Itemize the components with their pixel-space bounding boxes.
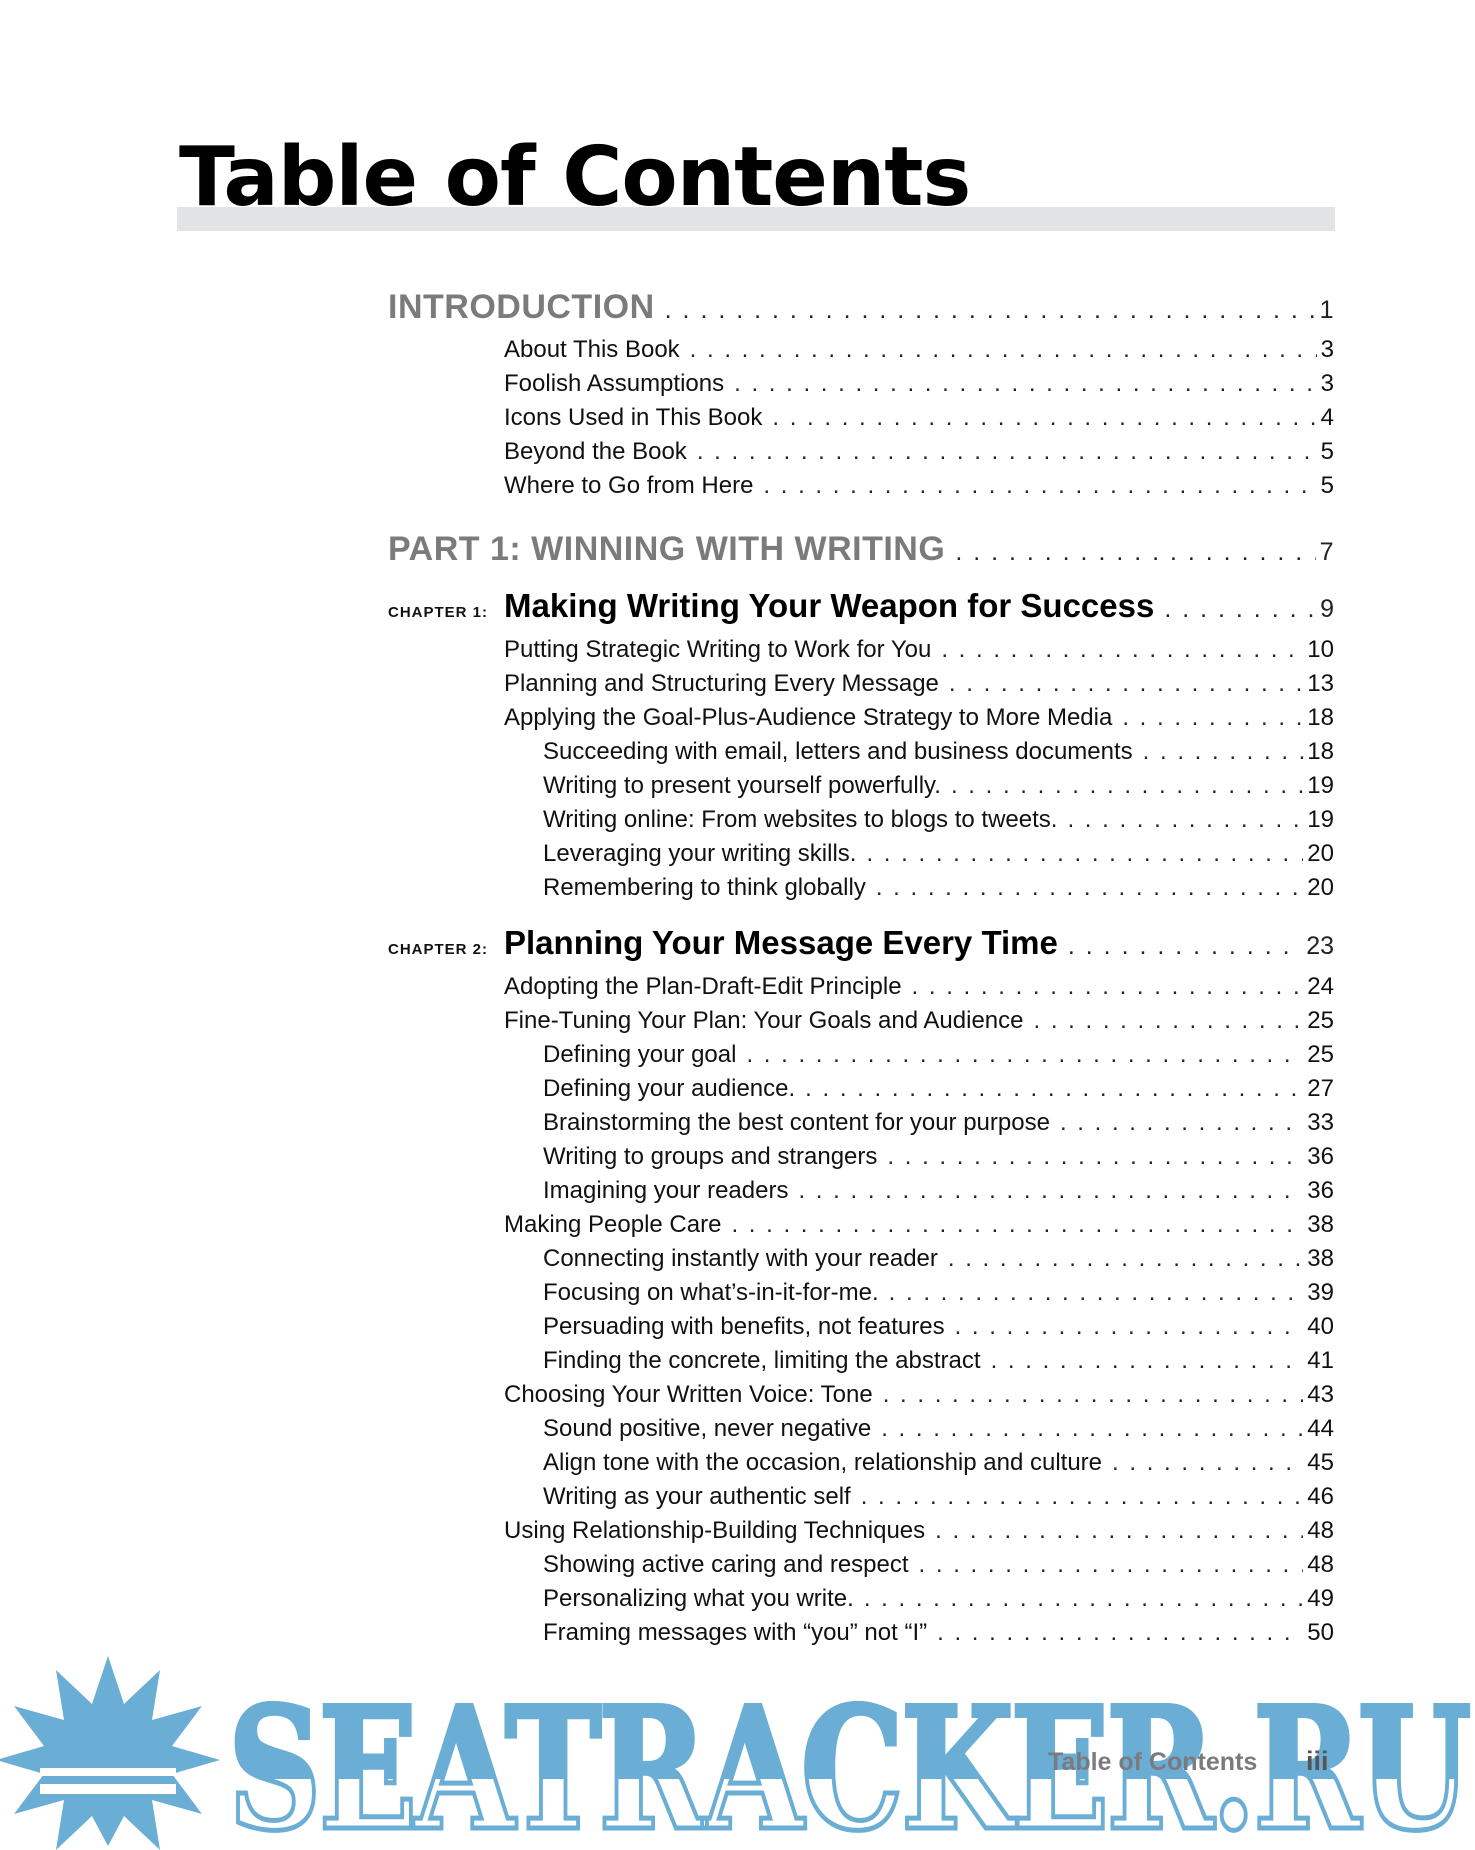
- toc-subitem[interactable]: [543, 738, 1334, 766]
- toc-subitem[interactable]: [543, 1619, 1334, 1647]
- toc-label: Align tone with the occasion, relationship and culture: [543, 1449, 1103, 1476]
- dot-leader: [731, 1211, 1303, 1239]
- toc-page-number: 13: [1307, 670, 1334, 697]
- toc-label: Writing online: From websites to blogs to tweets.: [543, 806, 1058, 833]
- toc-label: PART 1: WINNING WITH WRITING: [388, 530, 946, 568]
- toc-label: Foolish Assumptions: [504, 370, 725, 397]
- dot-leader: [948, 1245, 1303, 1273]
- dot-leader: [876, 874, 1303, 902]
- toc-subitem[interactable]: [543, 1279, 1334, 1307]
- dot-leader: [889, 1279, 1304, 1307]
- toc-label: Making Writing Your Weapon for Success: [504, 587, 1155, 624]
- toc-label: Planning and Structuring Every Message: [504, 670, 939, 697]
- page-title: Table of Contents: [179, 130, 971, 225]
- toc-page-number: 23: [1306, 932, 1334, 960]
- toc-page-number: 18: [1307, 738, 1334, 765]
- dot-leader: [864, 1585, 1303, 1613]
- toc-subitem[interactable]: [543, 1347, 1334, 1375]
- dot-leader: [1122, 704, 1303, 732]
- toc-subitem[interactable]: [543, 1177, 1334, 1205]
- toc-page-number: 48: [1307, 1551, 1334, 1578]
- toc-label: Imagining your readers: [543, 1177, 789, 1204]
- toc-page-number: 5: [1320, 472, 1334, 499]
- toc-label: Defining your goal: [543, 1041, 737, 1068]
- toc-page-number: 39: [1307, 1279, 1334, 1306]
- toc-page-number: 33: [1307, 1109, 1334, 1136]
- dot-leader: [763, 472, 1316, 500]
- toc-label: Icons Used in This Book: [504, 404, 763, 431]
- toc-subitem[interactable]: [543, 1245, 1334, 1273]
- dot-leader: [887, 1143, 1303, 1171]
- toc-page-number: 48: [1307, 1517, 1334, 1544]
- toc-label: Using Relationship-Building Techniques: [504, 1517, 926, 1544]
- dot-leader: [881, 1415, 1303, 1443]
- dot-leader: [1164, 595, 1316, 624]
- toc-page-number: 36: [1307, 1143, 1334, 1170]
- toc-page-number: 38: [1307, 1211, 1334, 1238]
- toc-item[interactable]: [504, 704, 1334, 732]
- toc-label: Writing to groups and strangers: [543, 1143, 878, 1170]
- dot-leader: [690, 336, 1317, 364]
- chapter-2-tag: CHAPTER 2:: [388, 941, 489, 958]
- toc-label: Sound positive, never negative: [543, 1415, 872, 1442]
- dot-leader: [861, 1483, 1304, 1511]
- dot-leader: [941, 636, 1303, 664]
- toc-label: Remembering to think globally: [543, 874, 866, 901]
- toc-subitem[interactable]: [543, 1041, 1334, 1069]
- toc-label: Beyond the Book: [504, 438, 687, 465]
- toc-subitem[interactable]: [543, 1415, 1334, 1443]
- toc-page-number: 27: [1307, 1075, 1334, 1102]
- dot-leader: [919, 1551, 1304, 1579]
- dot-leader: [955, 538, 1315, 567]
- toc-item[interactable]: [504, 472, 1334, 500]
- dot-leader: [949, 670, 1303, 698]
- toc-chapter-1[interactable]: [504, 587, 1334, 625]
- toc-label: Defining your audience.: [543, 1075, 796, 1102]
- sun-icon: [0, 1656, 220, 1850]
- toc-label: Fine-Tuning Your Plan: Your Goals and Audience: [504, 1007, 1024, 1034]
- toc-page-number: 44: [1307, 1415, 1334, 1442]
- dot-leader: [798, 1177, 1303, 1205]
- toc-page-number: 36: [1307, 1177, 1334, 1204]
- dot-leader: [955, 1313, 1304, 1341]
- toc-page-number: 45: [1307, 1449, 1334, 1476]
- toc-item[interactable]: [504, 404, 1334, 432]
- dot-leader: [883, 1381, 1304, 1409]
- dot-leader: [1034, 1007, 1304, 1035]
- chapter-1-tag: CHAPTER 1:: [388, 604, 489, 621]
- toc-page-number: 10: [1307, 636, 1334, 663]
- toc-label: Focusing on what’s-in-it-for-me.: [543, 1279, 879, 1306]
- toc-page-number: 49: [1307, 1585, 1334, 1612]
- toc-item[interactable]: [504, 1381, 1334, 1409]
- toc-label: Showing active caring and respect: [543, 1551, 909, 1578]
- toc-page-number: 9: [1320, 595, 1334, 623]
- toc-subitem[interactable]: [543, 1551, 1334, 1579]
- toc-label: Persuading with benefits, not features: [543, 1313, 945, 1340]
- dot-leader: [866, 840, 1303, 868]
- toc-item[interactable]: [504, 1007, 1334, 1035]
- dot-leader: [1068, 932, 1302, 961]
- footer-section-label: Table of Contents: [1048, 1748, 1258, 1776]
- toc-page-number: 18: [1307, 704, 1334, 731]
- toc-page-number: 3: [1320, 370, 1334, 397]
- dot-leader: [912, 973, 1304, 1001]
- toc-item[interactable]: [504, 370, 1334, 398]
- dot-leader: [937, 1619, 1303, 1647]
- toc-subitem[interactable]: [543, 1075, 1334, 1103]
- dot-leader: [951, 772, 1303, 800]
- toc-label: Applying the Goal-Plus-Audience Strategy to More Media: [504, 704, 1113, 731]
- footer-page-number: iii: [1306, 1746, 1329, 1776]
- toc-label: Framing messages with “you” not “I”: [543, 1619, 928, 1646]
- toc-label: Finding the concrete, limiting the abstract: [543, 1347, 981, 1374]
- toc-subitem[interactable]: [543, 1109, 1334, 1137]
- toc-subitem[interactable]: [543, 840, 1334, 868]
- toc-label: Writing to present yourself powerfully.: [543, 772, 941, 799]
- toc-label: Personalizing what you write.: [543, 1585, 854, 1612]
- toc-label: Leveraging your writing skills.: [543, 840, 857, 867]
- toc-page-number: 50: [1307, 1619, 1334, 1646]
- toc-item[interactable]: [504, 1517, 1334, 1545]
- toc-item[interactable]: [504, 636, 1334, 664]
- toc-chapter-2[interactable]: [504, 924, 1334, 962]
- dot-leader: [935, 1517, 1303, 1545]
- toc-subitem[interactable]: [543, 874, 1334, 902]
- watermark-text: SEATRACKER.RU: [228, 1670, 1469, 1850]
- toc-page-number: 19: [1307, 806, 1334, 833]
- toc-subitem[interactable]: [543, 1143, 1334, 1171]
- toc-item[interactable]: [504, 670, 1334, 698]
- toc-subitem[interactable]: [543, 1449, 1334, 1477]
- toc-page-number: 7: [1319, 538, 1334, 566]
- dot-leader: [665, 296, 1316, 325]
- toc-page-number: 46: [1307, 1483, 1334, 1510]
- toc-page-number: 5: [1320, 438, 1334, 465]
- toc-label: Making People Care: [504, 1211, 722, 1238]
- dot-leader: [805, 1075, 1303, 1103]
- dot-leader: [697, 438, 1317, 466]
- dot-leader: [746, 1041, 1303, 1069]
- toc-page-number: 3: [1320, 336, 1334, 363]
- toc-page-number: 20: [1307, 874, 1334, 901]
- dot-leader: [991, 1347, 1304, 1375]
- toc-page-number: 25: [1307, 1007, 1334, 1034]
- toc-label: Adopting the Plan-Draft-Edit Principle: [504, 973, 902, 1000]
- toc-page-number: 40: [1307, 1313, 1334, 1340]
- toc-page-number: 41: [1307, 1347, 1334, 1374]
- toc-subitem[interactable]: [543, 772, 1334, 800]
- toc-subitem[interactable]: [543, 1585, 1334, 1613]
- toc-subitem[interactable]: [543, 1483, 1334, 1511]
- toc-page-number: 20: [1307, 840, 1334, 867]
- toc-subitem[interactable]: [543, 1313, 1334, 1341]
- dot-leader: [1067, 806, 1303, 834]
- toc-page-number: 38: [1307, 1245, 1334, 1272]
- toc-label: INTRODUCTION: [388, 288, 655, 326]
- toc-label: Connecting instantly with your reader: [543, 1245, 938, 1272]
- toc-item[interactable]: [504, 336, 1334, 364]
- dot-leader: [1060, 1109, 1303, 1137]
- toc-label: Brainstorming the best content for your purpose: [543, 1109, 1050, 1136]
- toc-label: Writing as your authentic self: [543, 1483, 851, 1510]
- toc-label: Planning Your Message Every Time: [504, 924, 1058, 961]
- toc-item[interactable]: [504, 973, 1334, 1001]
- toc-page-number: 25: [1307, 1041, 1334, 1068]
- toc-page-number: 1: [1319, 296, 1334, 324]
- dot-leader: [772, 404, 1316, 432]
- toc-label: Succeeding with email, letters and business documents: [543, 738, 1133, 765]
- toc-label: Putting Strategic Writing to Work for You: [504, 636, 932, 663]
- toc-introduction[interactable]: [388, 288, 1334, 327]
- toc-page-number: 24: [1307, 973, 1334, 1000]
- toc-page-number: 19: [1307, 772, 1334, 799]
- toc-page-number: 4: [1320, 404, 1334, 431]
- dot-leader: [1112, 1449, 1303, 1477]
- toc-label: About This Book: [504, 336, 680, 363]
- toc-item[interactable]: [504, 438, 1334, 466]
- dot-leader: [734, 370, 1317, 398]
- toc-page-number: 43: [1307, 1381, 1334, 1408]
- toc-label: Where to Go from Here: [504, 472, 754, 499]
- toc-part-1[interactable]: [388, 530, 1334, 569]
- toc-item[interactable]: [504, 1211, 1334, 1239]
- toc-label: Choosing Your Written Voice: Tone: [504, 1381, 873, 1408]
- dot-leader: [1143, 738, 1304, 766]
- toc-subitem[interactable]: [543, 806, 1334, 834]
